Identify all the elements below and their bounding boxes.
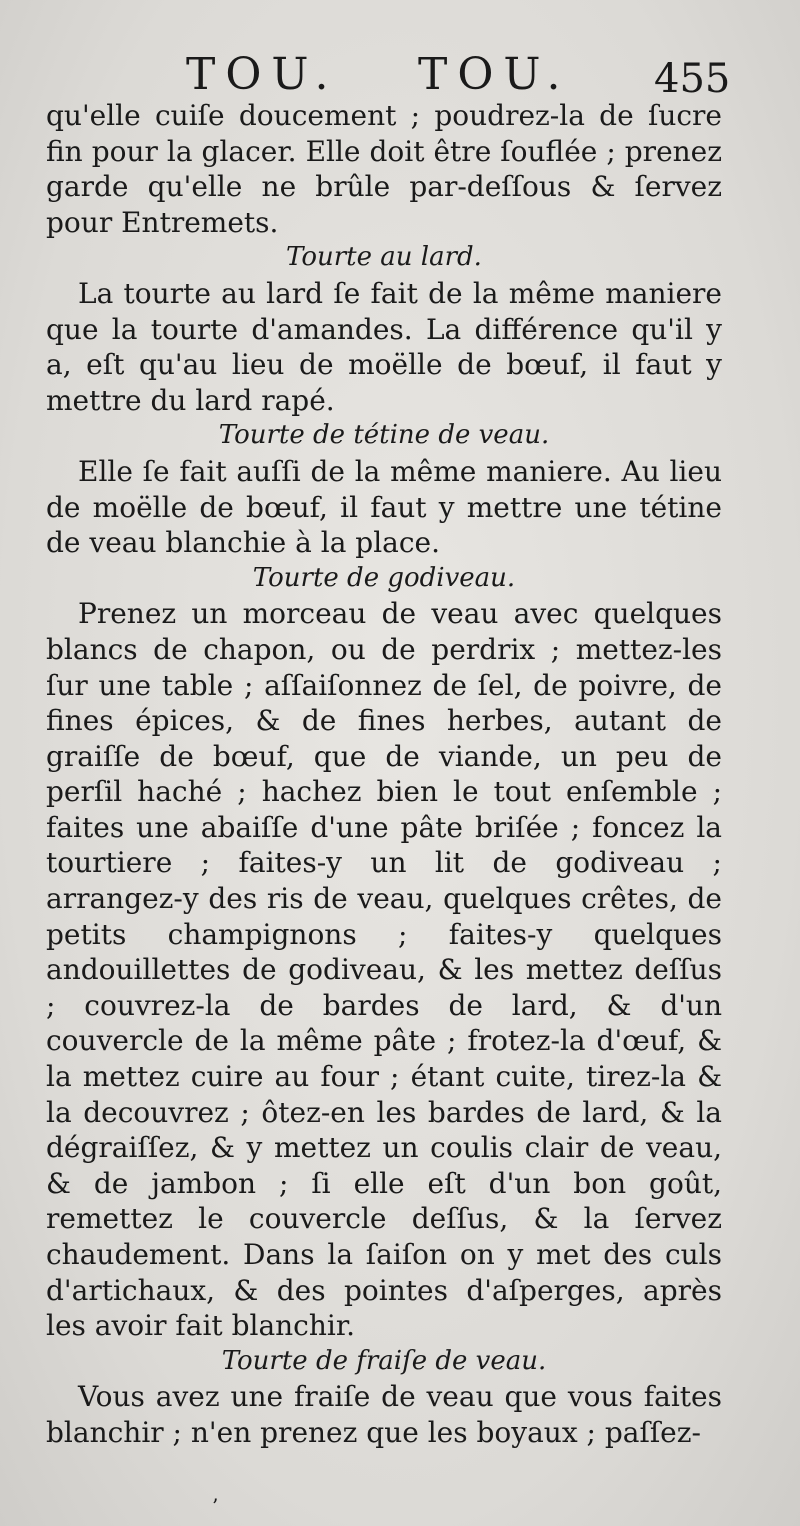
header-left: TOU. <box>186 49 339 100</box>
paragraph-tourte-de-fraise: Vous avez une fraiſe de veau que vous faites blanchir ; n'en prenez que les boyaux ; paſſez- <box>46 1380 722 1449</box>
page-body <box>46 98 722 1451</box>
paragraph-continuation: qu'elle cuiſe doucement ; poudrez-la de ſucre fin pour la glacer. Elle doit être ſouflée ; prenez garde qu'elle ne brûle par-deſſous & ſervez pour Entremets. <box>46 99 722 239</box>
section-title-tourte-de-tetine: Tourte de tétine de veau. <box>218 420 550 451</box>
bottom-mark: ’ <box>212 1494 219 1518</box>
paragraph-tourte-au-lard: La tourte au lard ſe fait de la même maniere que la tourte d'amandes. La différence qu'il y a, eſt qu'au lieu de moëlle de bœuf, il faut y mettre du lard rapé. <box>46 276 722 417</box>
section-title-tourte-au-lard: Tourte au lard. <box>286 242 482 273</box>
section-title-tourte-de-fraise: Tourte de fraiſe de veau. <box>221 1345 547 1376</box>
section-title-tourte-de-godiveau: Tourte de godiveau. <box>252 562 516 593</box>
running-header <box>0 50 800 100</box>
paragraph-tourte-de-tetine: Elle ſe fait auſſi de la même maniere. Au lieu de moëlle de bœuf, il faut y mettre une tétine de veau blanchie à la place. <box>46 454 722 560</box>
paragraph-tourte-de-godiveau: Prenez un morceau de veau avec quelques blancs de chapon, ou de perdrix ; mettez-les ſur une table ; aſſaiſonnez de ſel, de poivre, de fines épices, & de fines herbes, autant de graiſſe de bœuf, que de viande, un peu de perſil haché ; hachez bien le tout enſemble ; faites une abaiſſe d'une pâte briſée ; foncez la tourtiere ; faites-y un lit de godiveau ; arrangez-y des ris de veau, quelques crêtes, de petits champignons ; faites-y quelques andouillettes de godiveau, & les mettez deſſus ; couvrez-la de bardes de lard, & d'un couvercle de la même pâte ; frotez-la d'œuf, & la mettez cuire au four ; étant cuite, tirez-la & la decouvrez ; ôtez-en les bardes de lard, & la dégraiſſez, & y mettez un coulis clair de veau, & de jambon ; ſi elle eſt d'un bon goût, remettez le couvercle deſſus, & la ſervez chaudement. Dans la ſaiſon on y met des culs d'artichaux, & des pointes d'aſperges, après les avoir fait blanchir. <box>46 597 722 1343</box>
page-number: 455 <box>654 56 731 102</box>
header-right: TOU. <box>418 49 571 100</box>
